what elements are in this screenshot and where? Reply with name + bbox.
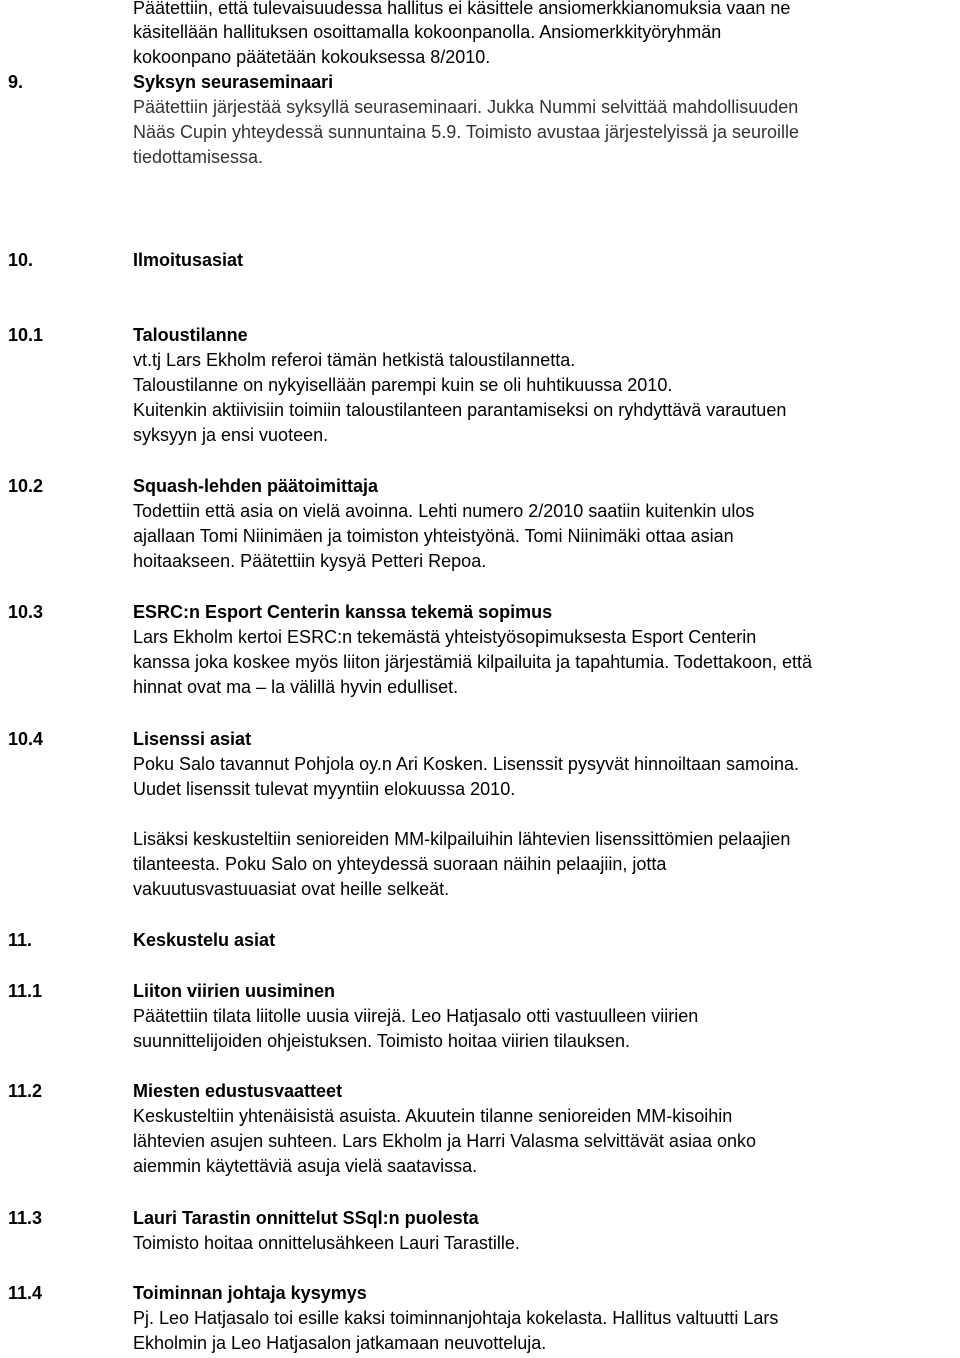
section-heading: Liiton viirien uusiminen [133,981,336,1001]
section-heading: ESRC:n Esport Centerin kanssa tekemä sopimus [133,602,553,622]
section-number: 10.4 [8,729,44,749]
section-heading: Miesten edustusvaatteet [133,1081,343,1101]
paragraph-line: kokoonpano päätetään kokouksessa 8/2010. [133,47,491,67]
section-number: 11. [8,930,33,950]
paragraph-line: Poku Salo tavannut Pohjola oy.n Ari Kosken. Lisenssit pysyvät hinnoiltaan samoina. [133,754,800,774]
paragraph-line: Toimisto hoitaa onnittelusähkeen Lauri Tarastille. [133,1233,520,1253]
paragraph-line: hoitaakseen. Päätettiin kysyä Petteri Repoa. [133,551,487,571]
section-number: 11.3 [8,1208,43,1228]
section-heading: Syksyn seuraseminaari [133,72,334,92]
paragraph-line: Ekholmin ja Leo Hatjasalon jatkamaan neuvotteluja. [133,1333,547,1353]
section-number: 11.2 [8,1081,43,1101]
section-number: 10. [8,250,34,270]
paragraph-line: Lisäksi keskusteltiin senioreiden MM-kilpailuihin lähtevien lisenssittömien pelaajien [133,829,791,849]
paragraph-line: vakuutusvastuuasiat ovat heille selkeät. [133,879,450,899]
section-heading: Ilmoitusasiat [133,250,244,270]
section-heading: Keskustelu asiat [133,930,276,950]
section-heading: Lauri Tarastin onnittelut SSql:n puolesta [133,1208,479,1228]
paragraph-line: Lars Ekholm kertoi ESRC:n tekemästä yhteistyösopimuksesta Esport Centerin [133,627,757,647]
paragraph-line: Pj. Leo Hatjasalo toi esille kaksi toiminnanjohtaja kokelasta. Hallitus valtuutti Lars [133,1308,779,1328]
section-number: 11.4 [8,1283,43,1303]
section-heading: Toiminnan johtaja kysymys [133,1283,367,1303]
paragraph-line: tilanteesta. Poku Salo on yhteydessä suoraan näihin pelaajiin, jotta [133,854,667,874]
paragraph-line: tiedottamisessa. [133,147,264,167]
paragraph-line: hinnat ovat ma – la välillä hyvin edulliset. [133,677,459,697]
section-heading: Squash-lehden päätoimittaja [133,476,379,496]
section-number: 11.1 [8,981,43,1001]
paragraph-line: Uudet lisenssit tulevat myyntiin elokuussa 2010. [133,779,516,799]
paragraph-line: Taloustilanne on nykyisellään parempi kuin se oli huhtikuussa 2010. [133,375,673,395]
paragraph-line: suunnittelijoiden ohjeistuksen. Toimisto hoitaa viirien tilauksen. [133,1031,630,1051]
paragraph-line: Päätettiin, että tulevaisuudessa hallitus ei käsittele ansiomerkkianomuksia vaan ne [133,0,791,18]
paragraph-line: vt.tj Lars Ekholm referoi tämän hetkistä taloustilannetta. [133,350,576,370]
paragraph-line: lähtevien asujen suhteen. Lars Ekholm ja Harri Valasma selvittävät asiaa onko [133,1131,756,1151]
section-number: 10.1 [8,325,44,345]
section-number: 9. [8,72,24,92]
paragraph-line: ajallaan Tomi Niinimäen ja toimiston yhteistyönä. Tomi Niinimäki ottaa asian [133,526,734,546]
paragraph-line: Kuitenkin aktiivisiin toimiin taloustilanteen parantamiseksi on ryhdyttävä varautuen [133,400,787,420]
paragraph-line: Päätettiin tilata liitolle uusia viirejä. Leo Hatjasalo otti vastuulleen viirien [133,1006,699,1026]
section-number: 10.2 [8,476,44,496]
paragraph-line: Keskusteltiin yhtenäisistä asuista. Akuutein tilanne senioreiden MM-kisoihin [133,1106,733,1126]
paragraph-line: Nääs Cupin yhteydessä sunnuntaina 5.9. Toimisto avustaa järjestelyissä ja seuroille [133,122,800,142]
paragraph-line: käsitellään hallituksen osoittamalla kokoonpanolla. Ansiomerkkityöryhmän [133,22,722,42]
paragraph-line: Päätettiin järjestää syksyllä seuraseminaari. Jukka Nummi selvittää mahdollisuuden [133,97,799,117]
paragraph-line: Todettiin että asia on vielä avoinna. Lehti numero 2/2010 saatiin kuitenkin ulos [133,501,755,521]
section-heading: Lisenssi asiat [133,729,252,749]
paragraph-line: aiemmin käytettäviä asuja vielä saatavissa. [133,1156,478,1176]
section-number: 10.3 [8,602,44,622]
section-heading: Taloustilanne [133,325,248,345]
paragraph-line: kanssa joka koskee myös liiton järjestämiä kilpailuita ja tapahtumia. Todettakoon, että [133,652,813,672]
paragraph-line: syksyyn ja ensi vuoteen. [133,425,329,445]
